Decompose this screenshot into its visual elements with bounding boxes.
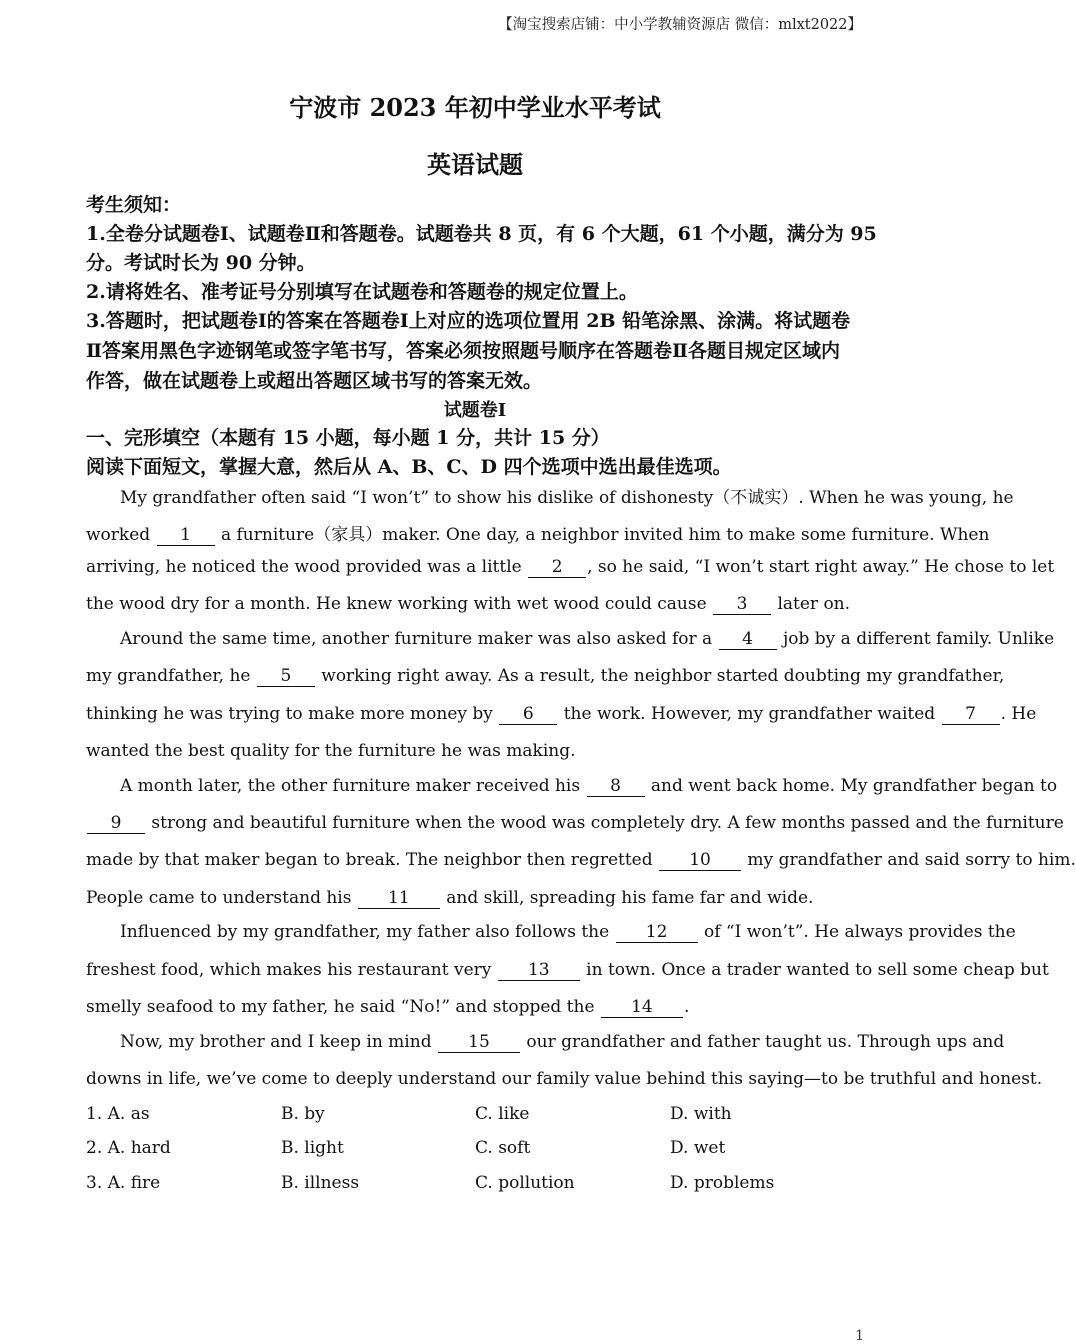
option-3d: D. problems [670,1173,775,1193]
notice-item-1-cont: 分。考试时长为 90 分钟。 [86,252,316,274]
passage-line: made by that maker began to break. The neighbor then regretted 10 my grandfather and said sorry to him. [86,850,1076,870]
blank-9: 9 [87,815,145,834]
passage-line: A month later, the other furniture maker received his 8 and went back home. My grandfather began to [120,776,1058,796]
notice-item-3-cont: Ⅱ答案用黑色字迹钢笔或签字笔书写，答案必须按照题号顺序在答题卷Ⅱ各题目规定区域内 [86,340,841,362]
blank-11: 11 [358,890,440,909]
passage-line: the wood dry for a month. He knew working with wet wood could cause 3 later on. [86,594,851,614]
blank-5: 5 [257,668,315,687]
blank-14: 14 [601,999,683,1018]
option-2c: C. soft [475,1138,531,1158]
blank-15: 15 [438,1034,520,1053]
notice-item-3-cont2: 作答，做在试题卷上或超出答题区域书写的答案无效。 [86,370,543,392]
notice-heading: 考生须知： [86,194,182,216]
passage-line: People came to understand his 11 and skill, spreading his fame far and wide. [86,888,814,908]
option-3c: C. pollution [475,1173,575,1193]
option-1d: D. with [670,1104,732,1124]
section-instruction: 阅读下面短文，掌握大意，然后从 A、B、C、D 四个选项中选出最佳选项。 [86,456,732,478]
exam-title: 宁波市 2023 年初中学业水平考试 [289,93,661,122]
option-2b: B. light [281,1138,344,1158]
notice-item-2: 2.请将姓名、准考证号分别填写在试题卷和答题卷的规定位置上。 [86,281,638,303]
blank-12: 12 [616,924,698,943]
option-1a: 1. A. as [86,1104,150,1124]
paper-label: 试题卷Ⅰ [443,400,507,421]
notice-item-1: 1.全卷分试题卷Ⅰ、试题卷Ⅱ和答题卷。试题卷共 8 页，有 6 个大题，61 个小题，满分为 95 [86,223,877,245]
blank-7: 7 [942,706,1000,725]
notice-item-3: 3.答题时，把试题卷Ⅰ的答案在答题卷Ⅰ上对应的选项位置用 2B 铅笔涂黑、涂满。将试题卷 [86,310,851,332]
passage-line: worked 1 a furniture（家具）maker. One day, a neighbor invited him to make some furniture. When [86,525,990,545]
blank-6: 6 [499,706,557,725]
passage-line: freshest food, which makes his restaurant very 13 in town. Once a trader wanted to sell some cheap but [86,960,1049,980]
passage-line: my grandfather, he 5 working right away. As a result, the neighbor started doubting my grandfather, [86,666,1005,686]
passage-line: smelly seafood to my father, he said “No!” and stopped the 14 . [86,997,690,1017]
passage-line: wanted the best quality for the furniture he was making. [86,741,576,761]
option-3a: 3. A. fire [86,1173,161,1193]
passage-line: Influenced by my grandfather, my father also follows the 12 of “I won’t”. He always provides the [120,922,1016,942]
blank-4: 4 [719,631,777,650]
option-1b: B. by [281,1104,325,1124]
section-heading: 一、完形填空（本题有 15 小题，每小题 1 分，共计 15 分） [86,427,610,449]
header-note: 【淘宝搜索店铺：中小学教辅资源店 微信：mlxt2022】 [498,17,862,33]
blank-10: 10 [659,852,741,871]
blank-1: 1 [157,527,215,546]
passage-line: My grandfather often said “I won’t” to show his dislike of dishonesty（不诚实）. When he was young, he [120,488,1014,508]
passage-line: Around the same time, another furniture maker was also asked for a 4 job by a different family. Unlike [120,629,1055,649]
passage-line: 9 strong and beautiful furniture when the wood was completely dry. A few months passed and the furniture [86,813,1064,834]
passage-line: arriving, he noticed the wood provided was a little 2 , so he said, “I won’t start right away.” He chose to let [86,557,1055,577]
passage-line: thinking he was trying to make more money by 6 the work. However, my grandfather waited 7 . He [86,704,1037,724]
passage-line: downs in life, we’ve come to deeply understand our family value behind this saying—to be truthful and honest. [86,1069,1043,1089]
blank-2: 2 [528,559,586,578]
page-number: 1 [855,1328,864,1344]
option-2a: 2. A. hard [86,1138,171,1158]
option-3b: B. illness [281,1173,360,1193]
exam-subtitle: 英语试题 [427,150,523,179]
option-1c: C. like [475,1104,530,1124]
blank-8: 8 [587,778,645,797]
passage-line: Now, my brother and I keep in mind 15 our grandfather and father taught us. Through ups and [120,1032,1005,1052]
option-2d: D. wet [670,1138,726,1158]
blank-3: 3 [713,596,771,615]
blank-13: 13 [498,962,580,981]
